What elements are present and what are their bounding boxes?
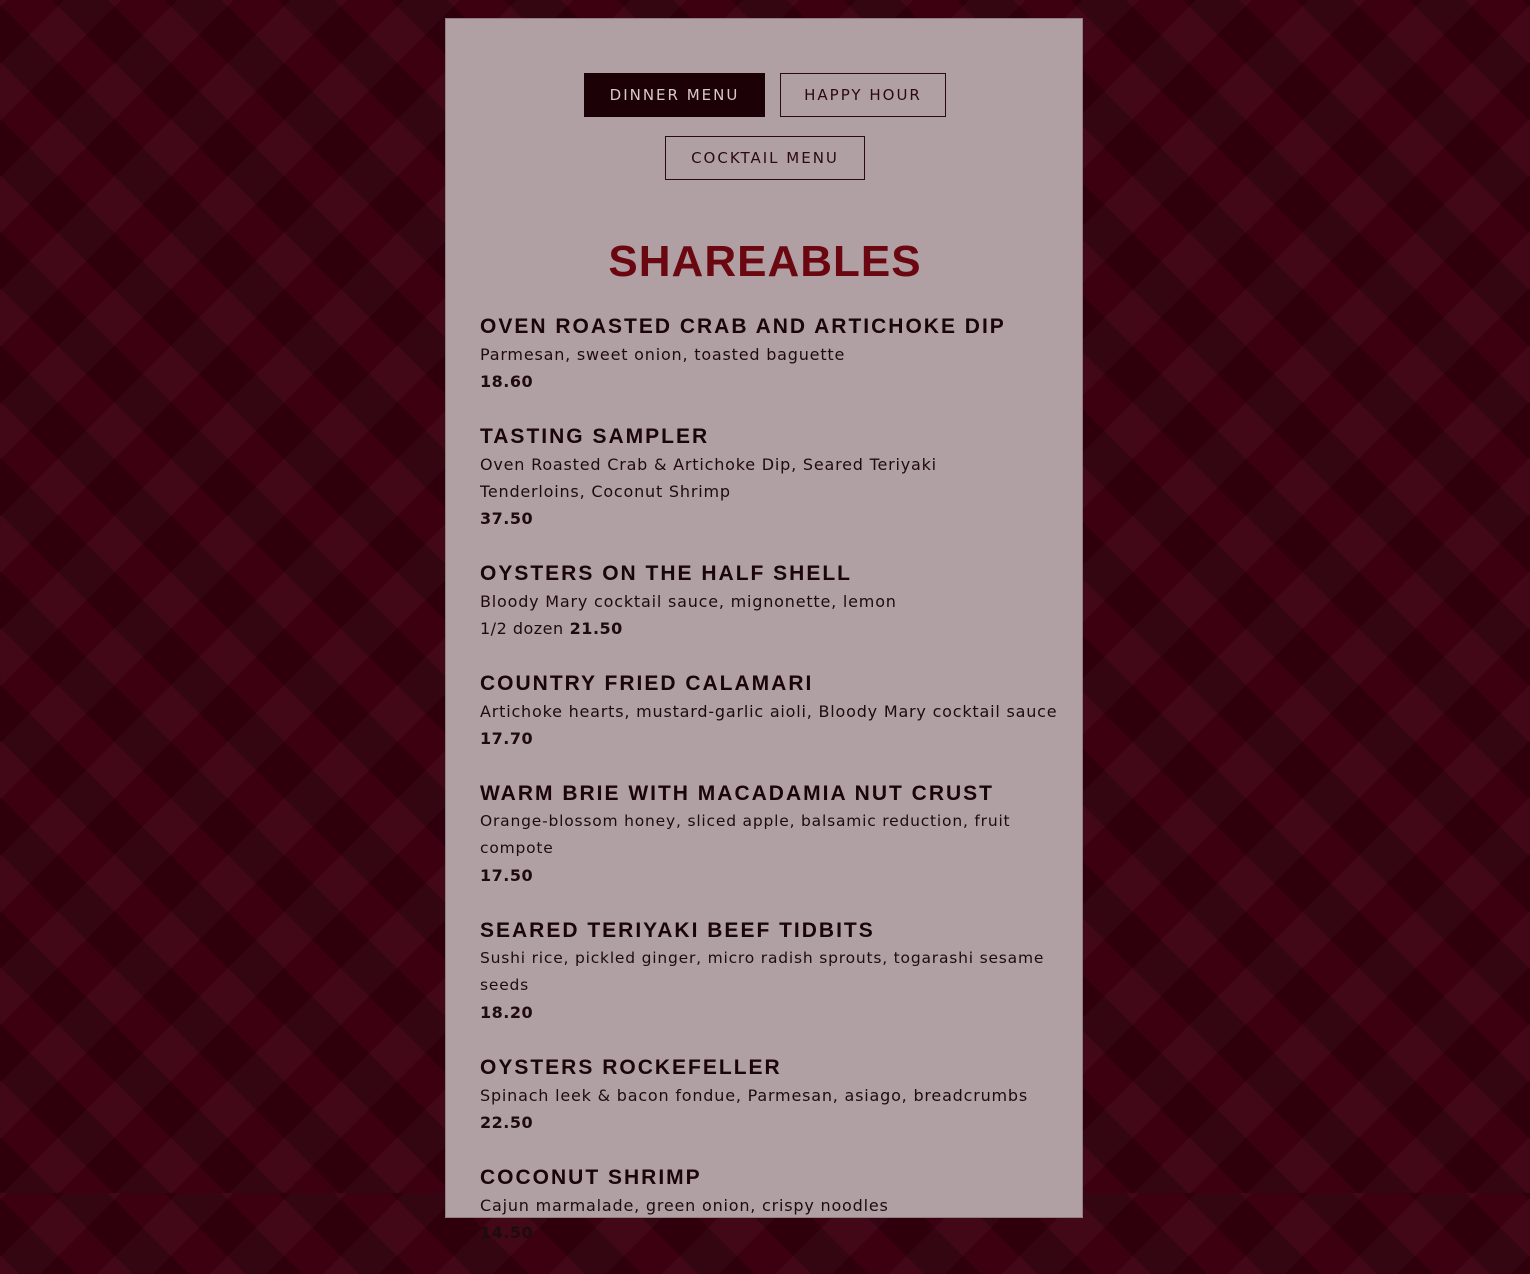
item-description: Cajun marmalade, green onion, crispy noodles <box>480 1196 889 1215</box>
item-price-line <box>480 999 1070 1026</box>
item-name: SEARED TERIYAKI BEEF TIDBITS <box>480 919 875 942</box>
item-description: Spinach leek & bacon fondue, Parmesan, asiago, breadcrumbs <box>480 1086 1029 1105</box>
item-name: WARM BRIE WITH MACADAMIA NUT CRUST <box>480 782 995 805</box>
item-price-line <box>480 368 1070 395</box>
item-name: OYSTERS ON THE HALF SHELL <box>480 562 853 585</box>
menu-item <box>480 560 1070 642</box>
item-price-line <box>480 862 1070 889</box>
item-price: 17.50 <box>480 866 534 885</box>
menu-item <box>480 670 1070 752</box>
item-price: 21.50 <box>569 619 623 638</box>
item-price: 17.70 <box>480 729 534 748</box>
item-name: OYSTERS ROCKEFELLER <box>480 1056 782 1079</box>
item-name: OVEN ROASTED CRAB AND ARTICHOKE DIP <box>480 315 1006 338</box>
item-description: Sushi rice, pickled ginger, micro radish sprouts, togarashi sesame seeds <box>480 949 1045 994</box>
item-price-portion: 1/2 dozen <box>480 619 564 638</box>
menu-item <box>480 1054 1070 1136</box>
item-price-line <box>480 1109 1070 1136</box>
item-price-line <box>480 725 1070 752</box>
item-name: COUNTRY FRIED CALAMARI <box>480 672 814 695</box>
item-description: Orange-blossom honey, sliced apple, balsamic reduction, fruit compote <box>480 812 1011 857</box>
item-price-line <box>480 505 1070 532</box>
menu-item <box>480 313 1070 395</box>
item-price: 37.50 <box>480 509 534 528</box>
item-description: Bloody Mary cocktail sauce, mignonette, lemon <box>480 592 897 611</box>
item-price: 18.20 <box>480 1003 534 1022</box>
item-price: 18.60 <box>480 372 534 391</box>
item-price: 22.50 <box>480 1113 534 1132</box>
tab-happy-hour[interactable]: HAPPY HOUR <box>780 73 946 117</box>
tab-dinner-menu[interactable]: DINNER MENU <box>584 73 765 117</box>
item-name: COCONUT SHRIMP <box>480 1166 702 1189</box>
item-description: Oven Roasted Crab & Artichoke Dip, Seared Teriyaki Tenderloins, Coconut Shrimp <box>480 455 937 501</box>
menu-item <box>480 423 1070 532</box>
section-title: SHAREABLES <box>608 237 922 286</box>
menu-item <box>480 917 1070 1026</box>
menu-item <box>480 1164 1070 1246</box>
item-description: Parmesan, sweet onion, toasted baguette <box>480 345 846 364</box>
menu-items-list <box>480 313 1070 1274</box>
menu-panel <box>445 18 1083 1242</box>
item-name: TASTING SAMPLER <box>480 425 710 448</box>
tab-cocktail-menu[interactable]: COCKTAIL MENU <box>665 136 865 180</box>
item-price-line <box>480 1219 1070 1246</box>
item-price-line <box>480 615 1070 642</box>
item-price: 14.50 <box>480 1223 534 1242</box>
menu-item <box>480 780 1070 889</box>
item-description: Artichoke hearts, mustard-garlic aioli, Bloody Mary cocktail sauce <box>480 702 1058 721</box>
